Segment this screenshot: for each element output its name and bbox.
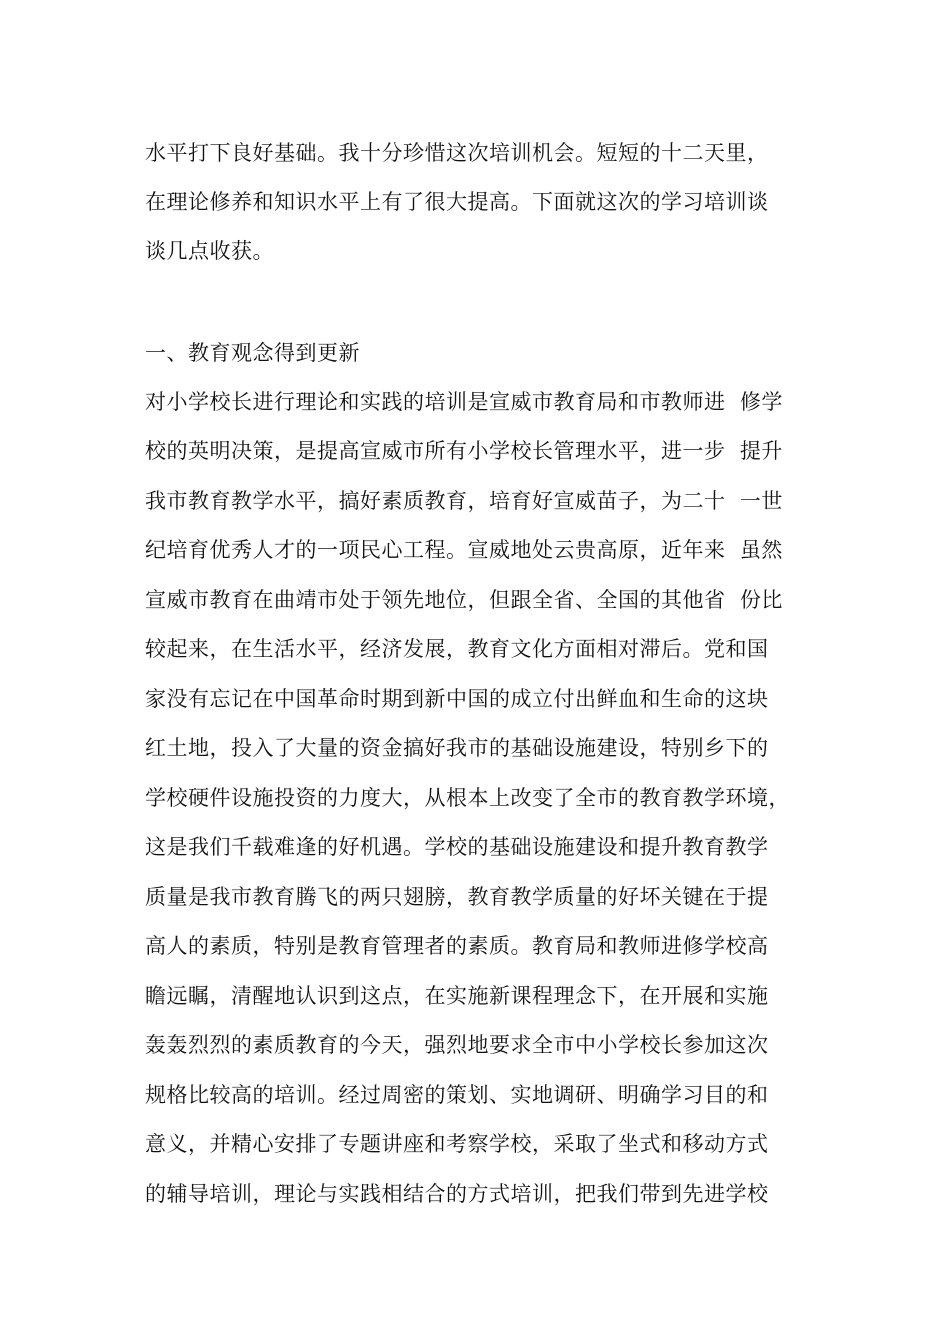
section-heading: 一、教育观念得到更新 — [145, 341, 360, 365]
body-line: 宣威市教育在曲靖市处于领先地位，但跟全省、全国的其他省 份比 — [145, 588, 783, 612]
body-line: 意义，并精心安排了专题讲座和考察学校，采取了坐式和移动方式 — [145, 1132, 769, 1156]
body-line: 纪培育优秀人才的一项民心工程。宣威地处云贵高原，近年来 虽然 — [145, 538, 783, 562]
body-line: 较起来，在生活水平，经济发展，教育文化方面相对滞后。党和国 — [145, 637, 769, 661]
body-line: 轰轰烈烈的素质教育的今天，强烈地要求全市中小学校长参加这次 — [145, 1033, 769, 1057]
body-line: 红土地，投入了大量的资金搞好我市的基础设施建设，特别乡下的 — [145, 736, 769, 760]
body-line: 瞻远瞩，清醒地认识到这点，在实施新课程理念下，在开展和实施 — [145, 984, 769, 1008]
intro-line: 水平打下良好基础。我十分珍惜这次培训机会。短短的十二天里， — [145, 141, 769, 165]
body-line: 对小学校长进行理论和实践的培训是宣威市教育局和市教师进 修学 — [145, 390, 783, 414]
body-line: 家没有忘记在中国革命时期到新中国的成立付出鲜血和生命的这块 — [145, 687, 769, 711]
body-line: 学校硬件设施投资的力度大，从根本上改变了全市的教育教学环境， — [145, 786, 790, 810]
body-line: 规格比较高的培训。经过周密的策划、实地调研、明确学习目的和 — [145, 1083, 769, 1107]
body-line: 的辅导培训，理论与实践相结合的方式培训，把我们带到先进学校 — [145, 1182, 769, 1206]
body-line: 校的英明决策，是提高宣威市所有小学校长管理水平，进一步 提升 — [145, 439, 783, 463]
body-line: 这是我们千载难逢的好机遇。学校的基础设施建设和提升教育教学 — [145, 835, 769, 859]
body-line: 我市教育教学水平，搞好素质教育，培育好宣威苗子，为二十 一世 — [145, 489, 783, 513]
body-line: 高人的素质，特别是教育管理者的素质。教育局和教师进修学校高 — [145, 934, 769, 958]
intro-line: 在理论修养和知识水平上有了很大提高。下面就这次的学习培训谈 — [145, 190, 769, 214]
body-line: 质量是我市教育腾飞的两只翅膀，教育教学质量的好坏关键在于提 — [145, 885, 769, 909]
intro-line: 谈几点收获。 — [145, 239, 274, 263]
